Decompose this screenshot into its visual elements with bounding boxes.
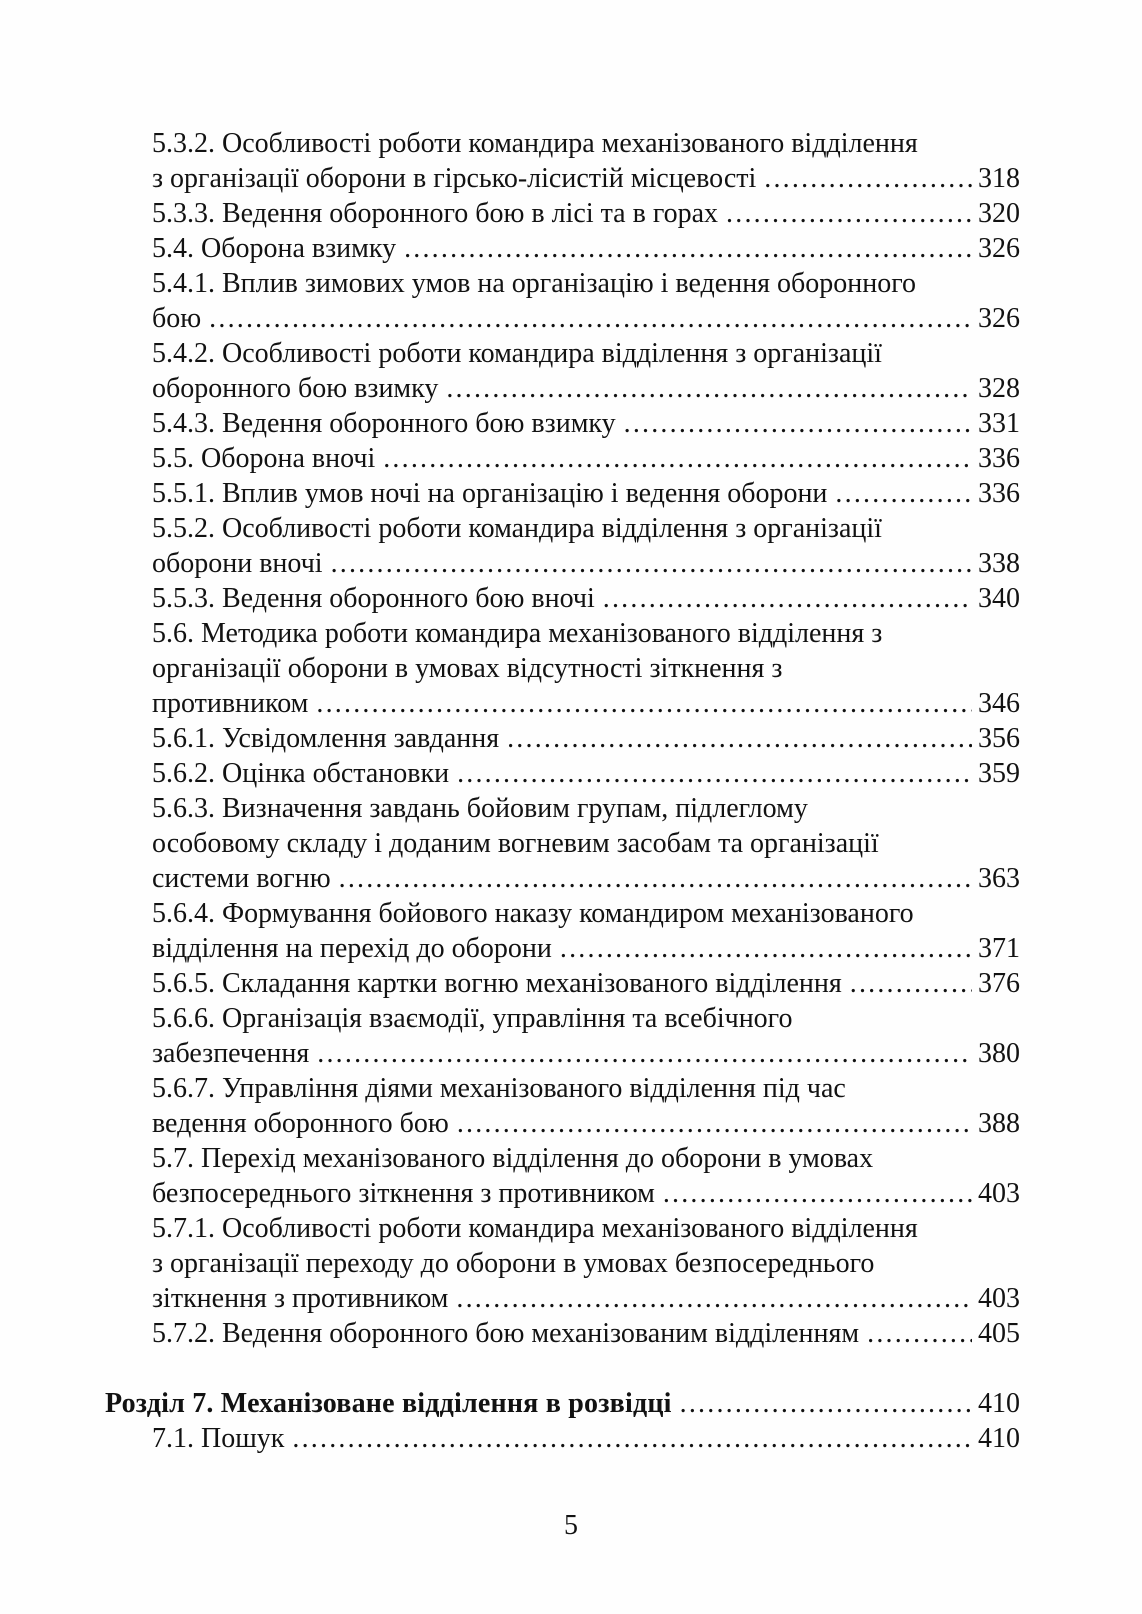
toc-line bbox=[105, 721, 1020, 756]
toc-line-text: 5.5.1. Вплив умов ночі на організацію і ведення оборони bbox=[152, 478, 828, 509]
toc-line bbox=[105, 1421, 1020, 1456]
toc-line-text: 5.6.2. Оцінка обстановки bbox=[152, 758, 450, 789]
toc-leader-dots bbox=[764, 161, 972, 196]
toc-page-number: 371 bbox=[978, 933, 1020, 964]
toc-leader-dots bbox=[339, 861, 972, 896]
page-footer-number: 5 bbox=[564, 1510, 578, 1541]
toc-leader-dots bbox=[457, 756, 972, 791]
toc-line-text: оборонного бою взимку bbox=[152, 373, 439, 404]
toc-line bbox=[105, 301, 1020, 336]
toc-line bbox=[105, 196, 1020, 231]
table-of-contents bbox=[105, 126, 1020, 1456]
toc-line bbox=[105, 1106, 1020, 1141]
toc-page-number: 405 bbox=[978, 1318, 1020, 1349]
toc-page-number: 363 bbox=[978, 863, 1020, 894]
toc-line bbox=[105, 161, 1020, 196]
toc-line-text: 5.6.3. Визначення завдань бойовим групам, підлеглому bbox=[152, 793, 808, 824]
toc-leader-dots bbox=[603, 581, 972, 616]
toc-line-text: 5.5.2. Особливості роботи командира відділення з організації bbox=[152, 513, 882, 544]
toc-line-text: організації оборони в умовах відсутності зіткнення з bbox=[152, 653, 783, 684]
toc-line bbox=[105, 826, 1020, 861]
toc-line-text: зіткнення з противником bbox=[152, 1283, 449, 1314]
toc-line-text: безпосереднього зіткнення з противником bbox=[152, 1178, 655, 1209]
toc-leader-dots bbox=[663, 1176, 972, 1211]
toc-page-number: 356 bbox=[978, 723, 1020, 754]
toc-line-text: 5.6.1. Усвідомлення завдання bbox=[152, 723, 500, 754]
toc-line bbox=[105, 651, 1020, 686]
toc-line-text: 5.6.4. Формування бойового наказу командиром механізованого bbox=[152, 898, 914, 929]
toc-leader-dots bbox=[317, 1036, 972, 1071]
toc-page-number: 331 bbox=[978, 408, 1020, 439]
toc-line-text: 5.3.2. Особливості роботи командира механізованого відділення bbox=[152, 128, 918, 159]
toc-line bbox=[105, 1211, 1020, 1246]
toc-line-text: 5.3.3. Ведення оборонного бою в лісі та в горах bbox=[152, 198, 719, 229]
toc-line-text: 5.4.3. Ведення оборонного бою взимку bbox=[152, 408, 616, 439]
toc-page-number: 326 bbox=[978, 233, 1020, 264]
toc-line-text: системи вогню bbox=[152, 863, 331, 894]
toc-line bbox=[105, 1036, 1020, 1071]
toc-line-text: 5.7.2. Ведення оборонного бою механізованим відділенням bbox=[152, 1318, 860, 1349]
toc-line bbox=[105, 931, 1020, 966]
toc-line-text: 5.6.5. Складання картки вогню механізованого відділення bbox=[152, 968, 842, 999]
toc-line-text: ведення оборонного бою bbox=[152, 1108, 449, 1139]
toc-line-text: бою bbox=[152, 303, 202, 334]
toc-line bbox=[105, 371, 1020, 406]
toc-line-text: 5.4.2. Особливості роботи командира відділення з організації bbox=[152, 338, 882, 369]
toc-line-text: оборони вночі bbox=[152, 548, 323, 579]
toc-leader-dots bbox=[456, 1281, 972, 1316]
toc-line bbox=[105, 476, 1020, 511]
toc-page-number: 328 bbox=[978, 373, 1020, 404]
toc-leader-dots bbox=[292, 1421, 972, 1456]
toc-page-number: 338 bbox=[978, 548, 1020, 579]
toc-page-number: 320 bbox=[978, 198, 1020, 229]
toc-line bbox=[105, 1316, 1020, 1351]
toc-leader-dots bbox=[457, 1106, 972, 1141]
toc-line-text: відділення на перехід до оборони bbox=[152, 933, 552, 964]
toc-line bbox=[105, 1386, 1020, 1421]
toc-line bbox=[105, 791, 1020, 826]
toc-leader-dots bbox=[209, 301, 972, 336]
toc-line bbox=[105, 266, 1020, 301]
toc-line bbox=[105, 966, 1020, 1001]
toc-line bbox=[105, 336, 1020, 371]
toc-page-number: 346 bbox=[978, 688, 1020, 719]
toc-line-text: 5.5.3. Ведення оборонного бою вночі bbox=[152, 583, 595, 614]
toc-page-number: 340 bbox=[978, 583, 1020, 614]
toc-line bbox=[105, 441, 1020, 476]
toc-line bbox=[105, 861, 1020, 896]
toc-line bbox=[105, 231, 1020, 266]
toc-page-number: 388 bbox=[978, 1108, 1020, 1139]
toc-leader-dots bbox=[560, 931, 972, 966]
toc-leader-dots bbox=[446, 371, 972, 406]
toc-line bbox=[105, 1071, 1020, 1106]
toc-line bbox=[105, 616, 1020, 651]
toc-leader-dots bbox=[404, 231, 972, 266]
toc-line-text: 5.5. Оборона вночі bbox=[152, 443, 376, 474]
toc-line bbox=[105, 896, 1020, 931]
toc-line-text: противником bbox=[152, 688, 309, 719]
toc-line-text: 5.4.1. Вплив зимових умов на організацію і ведення оборонного bbox=[152, 268, 917, 299]
toc-page-number: 403 bbox=[978, 1283, 1020, 1314]
toc-page-number: 376 bbox=[978, 968, 1020, 999]
toc-line-text: 5.7. Перехід механізованого відділення до оборони в умовах bbox=[152, 1143, 874, 1174]
toc-leader-dots bbox=[624, 406, 972, 441]
toc-line bbox=[105, 686, 1020, 721]
toc-page-number: 410 bbox=[978, 1423, 1020, 1454]
toc-line-text: 5.7.1. Особливості роботи командира механізованого відділення bbox=[152, 1213, 918, 1244]
toc-line-text: з організації оборони в гірсько-лісистій місцевості bbox=[152, 163, 757, 194]
toc-line-text: 5.6.7. Управління діями механізованого відділення під час bbox=[152, 1073, 846, 1104]
toc-line bbox=[105, 1001, 1020, 1036]
toc-leader-dots bbox=[331, 546, 972, 581]
toc-page-number: 403 bbox=[978, 1178, 1020, 1209]
toc-line bbox=[105, 581, 1020, 616]
toc-line-text: особовому складу і доданим вогневим засобам та організації bbox=[152, 828, 879, 859]
toc-page-number: 359 bbox=[978, 758, 1020, 789]
toc-line bbox=[105, 406, 1020, 441]
toc-leader-dots bbox=[726, 196, 972, 231]
toc-leader-dots bbox=[507, 721, 972, 756]
toc-line-text: забезпечення bbox=[152, 1038, 310, 1069]
toc-line bbox=[105, 1141, 1020, 1176]
toc-line-text: 5.6.6. Організація взаємодії, управління та всебічного bbox=[152, 1003, 793, 1034]
toc-line-text: 7.1. Пошук bbox=[152, 1423, 285, 1454]
toc-page-number: 410 bbox=[978, 1388, 1020, 1419]
toc-page-number: 336 bbox=[978, 478, 1020, 509]
toc-line bbox=[105, 1246, 1020, 1281]
toc-page-number: 380 bbox=[978, 1038, 1020, 1069]
toc-page-number: 336 bbox=[978, 443, 1020, 474]
toc-leader-dots bbox=[835, 476, 972, 511]
toc-line bbox=[105, 511, 1020, 546]
toc-line-text: Розділ 7. Механізоване відділення в розвідці bbox=[105, 1388, 672, 1419]
toc-page-number: 318 bbox=[978, 163, 1020, 194]
toc-line-text: 5.6. Методика роботи командира механізованого відділення з bbox=[152, 618, 883, 649]
toc-line-text: 5.4. Оборона взимку bbox=[152, 233, 397, 264]
toc-line bbox=[105, 1281, 1020, 1316]
toc-page-number: 326 bbox=[978, 303, 1020, 334]
toc-line bbox=[105, 756, 1020, 791]
toc-leader-dots bbox=[867, 1316, 972, 1351]
toc-leader-dots bbox=[383, 441, 972, 476]
toc-leader-dots bbox=[316, 686, 972, 721]
toc-line-text: з організації переходу до оборони в умовах безпосереднього bbox=[152, 1248, 875, 1279]
toc-line bbox=[105, 126, 1020, 161]
toc-leader-dots bbox=[850, 966, 972, 1001]
toc-line bbox=[105, 546, 1020, 581]
toc-leader-dots bbox=[680, 1386, 972, 1421]
toc-line bbox=[105, 1176, 1020, 1211]
